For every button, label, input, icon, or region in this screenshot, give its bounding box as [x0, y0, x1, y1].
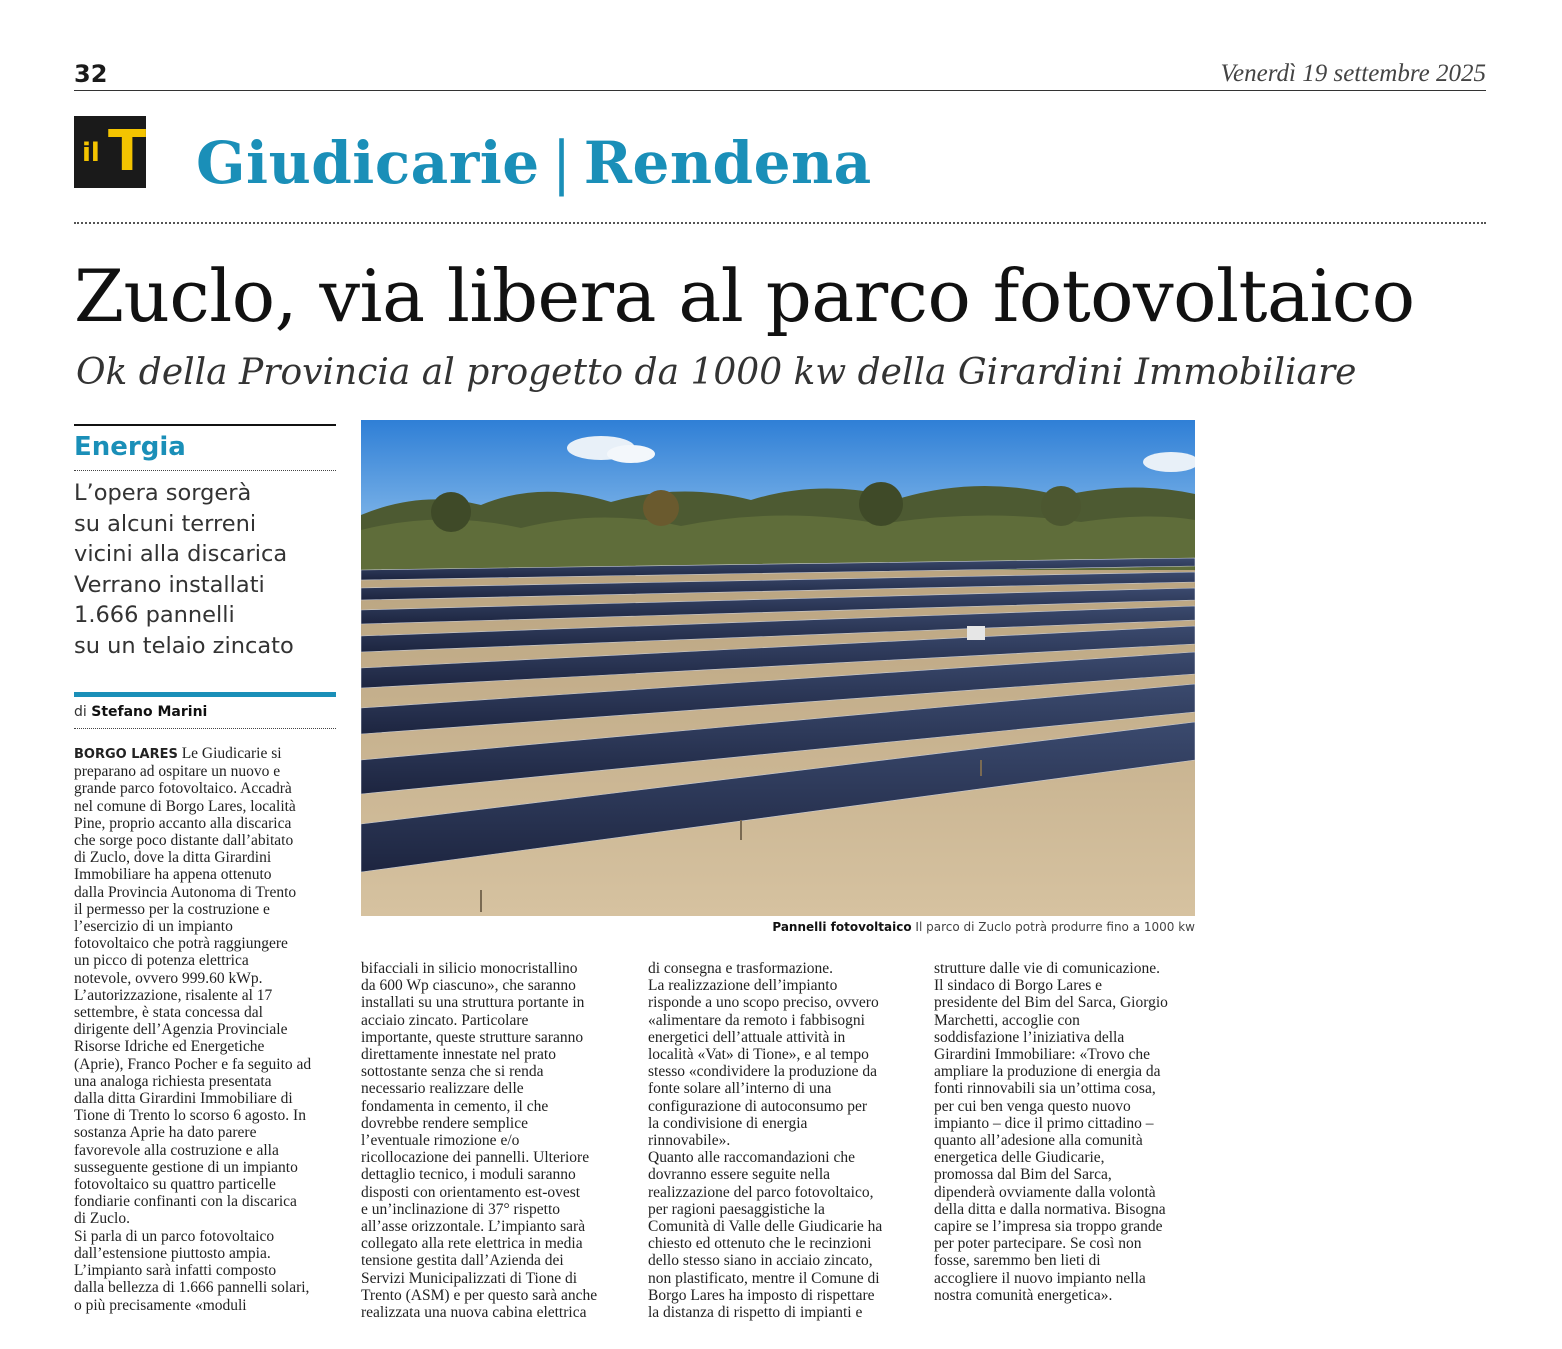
article-line: dall’estensione piuttosto ampia.: [74, 1244, 271, 1262]
section-right: Rendena: [583, 129, 872, 197]
article-line: Immobiliare ha appena ottenuto: [74, 866, 272, 884]
article-line: energetici dell’attuale attività in: [648, 1028, 846, 1046]
article-line: fonti rinnovabili sia un’ottima cosa,: [934, 1080, 1156, 1098]
article-line: non plastificato, mentre il Comune di: [648, 1269, 880, 1287]
logo-il: il: [82, 138, 100, 168]
article-line: e un’inclinazione di 37° rispetto: [361, 1200, 561, 1218]
sidebar-kicker: Energia: [74, 432, 186, 462]
article-line: settembre, è stata concessa dal: [74, 1004, 263, 1022]
solar-park-photo: [361, 420, 1195, 916]
article-line: sottostante senza che si renda: [361, 1063, 544, 1081]
article-line: impianto – dice il primo cittadino –: [934, 1114, 1154, 1132]
article-line: di Zuclo.: [74, 1210, 130, 1228]
article-line: Il sindaco di Borgo Lares e: [934, 977, 1103, 995]
article-line: dalla bellezza di 1.666 pannelli solari,: [74, 1279, 310, 1297]
article-line: l’eventuale rimozione e/o: [361, 1132, 520, 1150]
sidebar-line: su un telaio zincato: [74, 632, 294, 659]
article-line: Si parla di un parco fotovoltaico: [74, 1227, 275, 1245]
article-line: fondiarie confinanti con la discarica: [74, 1193, 297, 1211]
article-line: nel comune di Borgo Lares, località: [74, 797, 296, 815]
article-line: o più precisamente «moduli: [74, 1296, 247, 1314]
article-line: risponde a uno scopo preciso, ovvero: [648, 994, 879, 1012]
article-line: collegato alla rete elettrica in media: [361, 1235, 583, 1253]
sidebar-summary: [74, 478, 294, 661]
article-line: fondamenta in cemento, il che: [361, 1097, 549, 1115]
sidebar-divider: [74, 470, 336, 471]
article-line: dalla Provincia Autonoma di Trento: [74, 883, 297, 901]
article-line: realizzazione del parco fotovoltaico,: [648, 1183, 874, 1201]
sidebar-line: su alcuni terreni: [74, 510, 257, 537]
article-line: Marchetti, accoglie con: [934, 1011, 1080, 1029]
article-line: ricollocazione dei pannelli. Ulteriore: [361, 1149, 590, 1167]
article-line: «alimentare da remoto i fabbisogni: [648, 1011, 865, 1029]
section-separator: |: [551, 129, 572, 197]
article-line: L’autorizzazione, risalente al 17: [74, 986, 273, 1004]
article-line: configurazione di autoconsumo per: [648, 1097, 868, 1115]
article-line: un picco di potenza elettrica: [74, 952, 249, 970]
article-line: necessario realizzare delle: [361, 1080, 524, 1098]
sidebar-line: Verrano installati: [74, 571, 265, 598]
article-line: preparano ad ospitare un nuovo e: [74, 763, 281, 781]
article-column-1: [74, 745, 336, 1314]
article-line: disposti con orientamento est-ovest: [361, 1183, 581, 1201]
article-line: favorevole alla costruzione e alla: [74, 1141, 279, 1159]
article-line: presidente del Bim del Sarca, Giorgio: [934, 994, 1168, 1012]
article-line: capire se l’impresa sia troppo grande: [934, 1218, 1163, 1236]
caption-text: Il parco di Zuclo potrà produrre fino a 1000 kw: [915, 920, 1195, 934]
article-line: L’impianto sarà infatti composto: [74, 1262, 277, 1280]
article-line: fosse, saremmo ben lieti di: [934, 1252, 1101, 1270]
page-number: 32: [74, 60, 108, 88]
article-line: nostra comunità energetica».: [934, 1286, 1113, 1304]
caption-title: Pannelli fotovoltaico: [772, 920, 912, 934]
article-line: località «Vat» di Tione», e al tempo: [648, 1046, 869, 1064]
article-line: sostanza Aprie ha dato parere: [74, 1124, 257, 1142]
article-line: una analoga richiesta presentata: [74, 1072, 272, 1090]
article-column-3: [648, 960, 916, 1321]
article-line: notevole, ovvero 999.60 kWp.: [74, 969, 263, 987]
article-column-2: [361, 960, 629, 1321]
article-line: di consegna e trasformazione.: [648, 960, 834, 977]
article-column-4: [934, 960, 1196, 1304]
sidebar-line: L’opera sorgerà: [74, 480, 252, 506]
photo-caption: [772, 920, 1195, 934]
article-line: stesso «condividere la produzione da: [648, 1063, 877, 1081]
article-line: fotovoltaico su quattro particelle: [74, 1176, 276, 1194]
article-line: direttamente innestate nel prato: [361, 1046, 556, 1064]
article-line: dipenderà ovviamente dalla volontà: [934, 1183, 1156, 1201]
article-line: il permesso per la costruzione e: [74, 900, 270, 918]
article-line: accogliere il nuovo impianto nella: [934, 1269, 1146, 1287]
article-line: all’asse orizzontale. L’impianto sarà: [361, 1218, 586, 1236]
article-line: dalla ditta Girardini Immobiliare di: [74, 1090, 293, 1108]
article-line: che sorge poco distante dall’abitato: [74, 832, 294, 850]
article-line: dettaglio tecnico, i moduli saranno: [361, 1166, 576, 1184]
article-lead: Le Giudicarie si: [181, 745, 282, 762]
article-line: dirigente dell’Agenzia Provinciale: [74, 1021, 288, 1039]
article-line: bifacciali in silicio monocristallino: [361, 960, 578, 977]
article-line: (Aprie), Franco Pocher e fa seguito ad: [74, 1055, 312, 1073]
newspaper-logo: [74, 116, 146, 188]
article-line: dovranno essere seguite nella: [648, 1166, 831, 1184]
article-line: della ditta e dalla normativa. Bisogna: [934, 1200, 1166, 1218]
article-line: Borgo Lares ha imposto di rispettare: [648, 1286, 875, 1304]
article-line: dello stesso siano in acciaio zincato,: [648, 1252, 873, 1270]
section-title: [196, 126, 872, 200]
article-line: per ragioni paesaggistiche la: [648, 1200, 825, 1218]
article-line: Tione di Trento lo scorso 6 agosto. In: [74, 1107, 306, 1125]
article-line: Quanto alle raccomandazioni che: [648, 1149, 855, 1167]
sidebar-rule: [74, 424, 336, 426]
article-line: fotovoltaico che potrà raggiungere: [74, 935, 288, 953]
logo-t: T: [108, 119, 147, 184]
article-line: Comunità di Valle delle Giudicarie ha: [648, 1218, 883, 1236]
article-line: susseguente gestione di un impianto: [74, 1158, 298, 1176]
article-line: rinnovabile».: [648, 1132, 731, 1150]
article-line: di Zuclo, dove la ditta Girardini: [74, 849, 272, 867]
article-line: acciaio zincato. Particolare: [361, 1011, 529, 1029]
article-line: la distanza di rispetto di impianti e: [648, 1304, 863, 1322]
article-line: Pine, proprio accanto alla discarica: [74, 814, 292, 832]
headline: Zuclo, via libera al parco fotovoltaico: [74, 254, 1415, 338]
article-line: tensione gestita dall’Azienda dei: [361, 1252, 564, 1270]
article-line: l’esercizio di un impianto: [74, 918, 233, 936]
article-line: promossa dal Bim del Sarca,: [934, 1166, 1112, 1184]
sidebar-line: 1.666 pannelli: [74, 602, 235, 628]
article-line: [74, 745, 336, 763]
section-left: Giudicarie: [196, 129, 540, 197]
byline-divider: [74, 728, 336, 729]
article-line: Trento (ASM) e per questo sarà anche: [361, 1286, 598, 1304]
article-line: realizzata una nuova cabina elettrica: [361, 1304, 587, 1322]
article-line: quanto all’adesione alla comunità: [934, 1132, 1143, 1150]
article-line: per poter partecipare. Se così non: [934, 1235, 1142, 1253]
article-line: ampliare la produzione di energia da: [934, 1063, 1161, 1081]
article-line: La realizzazione dell’impianto: [648, 977, 838, 995]
issue-date: Venerdì 19 settembre 2025: [1220, 60, 1486, 87]
byline-prefix: di: [74, 704, 87, 720]
article-line: la condivisione di energia: [648, 1114, 808, 1132]
dateline: BORGO LARES: [74, 747, 178, 762]
byline-author: Stefano Marini: [91, 704, 208, 720]
article-line: soddisfazione l’iniziativa della: [934, 1028, 1125, 1046]
article-line: fonte solare all’interno di una: [648, 1080, 832, 1098]
header-rule: [74, 90, 1486, 91]
article-line: energetica delle Giudicarie,: [934, 1149, 1105, 1167]
article-line: importante, queste strutture saranno: [361, 1028, 584, 1046]
article-line: chiesto ed ottenuto che le recinzioni: [648, 1235, 872, 1253]
sidebar-line: vicini alla discarica: [74, 541, 288, 567]
article-line: per cui ben venga questo nuovo: [934, 1097, 1131, 1115]
article-line: Servizi Municipalizzati di Tione di: [361, 1269, 578, 1287]
article-line: installati su una struttura portante in: [361, 994, 585, 1012]
article-line: Risorse Idriche ed Energetiche: [74, 1038, 265, 1056]
section-divider: [74, 222, 1486, 224]
article-line: grande parco fotovoltaico. Accadrà: [74, 780, 292, 798]
article-line: Girardini Immobiliare: «Trovo che: [934, 1046, 1150, 1064]
article-line: strutture dalle vie di comunicazione.: [934, 960, 1160, 977]
article-line: da 600 Wp ciascuno», che saranno: [361, 977, 576, 995]
article-line: dovrebbe rendere semplice: [361, 1114, 528, 1132]
byline-rule: [74, 692, 336, 697]
subheadline: Ok della Provincia al progetto da 1000 kw della Girardini Immobiliare: [76, 352, 1357, 393]
byline: [74, 704, 207, 720]
